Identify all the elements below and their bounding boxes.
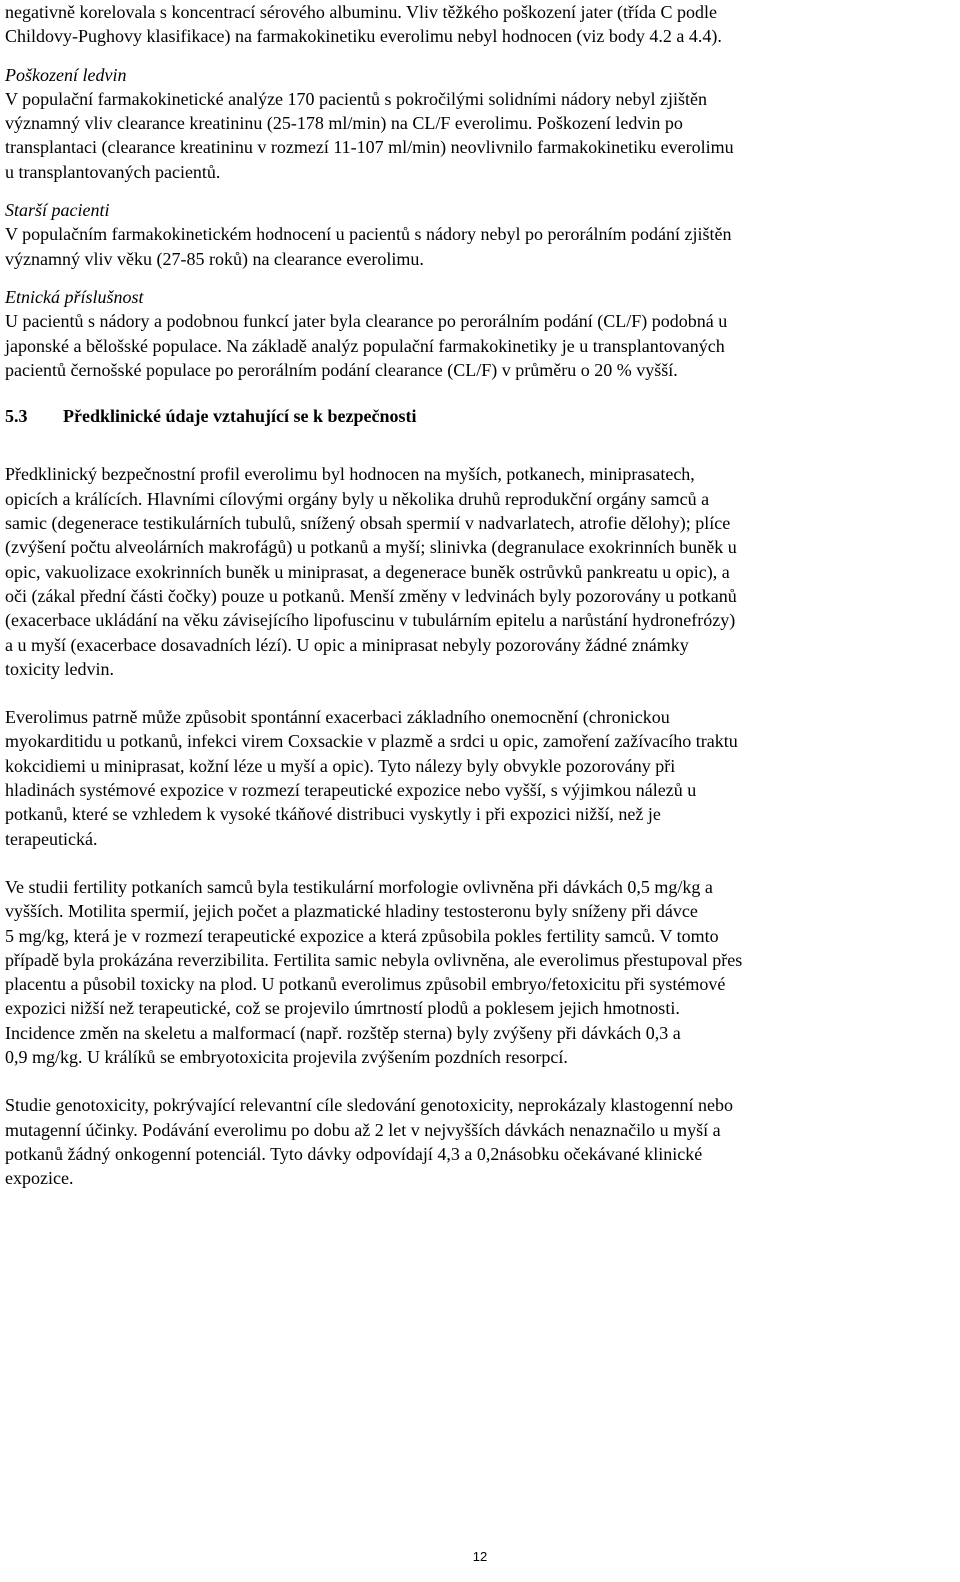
text-line: Předklinický bezpečnostní profil everolimu byl hodnocen na myších, potkanech, miniprasatech, — [5, 464, 695, 485]
text-line: opic, vakuolizace exokrinních buněk u miniprasat, a degenerace buněk ostrůvků pankreatu u opic), a — [5, 561, 730, 582]
text-line: expozici nižší než terapeutické, což se projevilo úmrtností plodů a poklesem jejich hmotnosti. — [5, 998, 680, 1019]
text-line: hladinách systémové expozice v rozmezí terapeutické expozice nebo vyšší, s výjimkou nálezů u — [5, 780, 697, 801]
text-line: potkanů, které se vzhledem k vysoké tkáňové distribuci vyskytly i při expozici nižší, než je — [5, 804, 661, 825]
text-line: placentu a působil toxicky na plod. U potkanů everolimus způsobil embryo/fetoxicitu při systémové — [5, 974, 726, 995]
text-line: japonské a bělošské populace. Na základě analýz populační farmakokinetiky je u transplantovaných — [5, 335, 725, 356]
text-line: U pacientů s nádory a podobnou funkcí jater byla clearance po perorálním podání (CL/F) podobná u — [5, 311, 728, 332]
text-line: významný vliv clearance kreatininu (25-178 ml/min) na CL/F everolimu. Poškození ledvin po — [5, 113, 683, 134]
text-line: Ve studii fertility potkaních samců byla testikulární morfologie ovlivněna při dávkách 0,5 mg/kg a — [5, 876, 713, 897]
text-line: případě byla prokázána reverzibilita. Fertilita samic nebyla ovlivněna, ale everolimus přestupoval přes — [5, 949, 743, 970]
text-line: 0,9 mg/kg. U králíků se embryotoxicita projevila zvýšením pozdních resorpcí. — [5, 1046, 568, 1067]
text-line: negativně korelovala s koncentrací sérového albuminu. Vliv těžkého poškození jater (třída C podle — [5, 2, 717, 22]
subheading-elderly-patients: Starší pacienti — [5, 200, 110, 221]
text-line: a u myší (exacerbace dosavadních lézí). U opic a miniprasat nebyly pozorovány žádné známky — [5, 634, 689, 655]
intro-paragraph — [5, 0, 955, 49]
text-line: vyšších. Motilita spermií, jejich počet a plazmatické hladiny testosteronu byly sníženy při dávce — [5, 901, 698, 922]
text-line: 5 mg/kg, která je v rozmezí terapeutické expozice a která způsobila pokles fertility samců. V tomto — [5, 925, 719, 946]
preclinical-paragraph-2 — [5, 705, 955, 851]
text-line: V populační farmakokinetické analýze 170 pacientů s pokročilými solidními nádory nebyl zjištěn — [5, 88, 707, 109]
subheading-renal-impairment: Poškození ledvin — [5, 64, 127, 85]
section-heading — [5, 404, 955, 428]
text-line: samic (degenerace testikulárních tubulů, snížený obsah spermií v nadvarlatech, atrofie dělohy); plíce — [5, 513, 731, 534]
text-line: oči (zákal přední části čočky) pouze u potkanů. Menší změny v ledvinách byly pozorovány u potkanů — [5, 585, 737, 606]
text-line: V populačním farmakokinetickém hodnocení u pacientů s nádory nebyl po perorálním podání zjištěn — [5, 224, 732, 245]
preclinical-paragraph-4 — [5, 1093, 955, 1190]
text-line: (zvýšení počtu alveolárních makrofágů) u potkanů a myší; slinivka (degranulace exokrinních buněk u — [5, 537, 737, 558]
text-line: opicích a králících. Hlavními cílovými orgány byly u několika druhů reprodukční orgány samců a — [5, 488, 710, 509]
text-line: pacientů černošské populace po perorálním podání clearance (CL/F) v průměru o 20 % vyšší. — [5, 359, 678, 380]
text-line: Incidence změn na skeletu a malformací (např. rozštěp sterna) byly zvýšeny při dávkách 0,3 a — [5, 1022, 681, 1043]
text-line: významný vliv věku (27-85 roků) na clearance everolimu. — [5, 248, 424, 269]
text-line: (exacerbace ukládání na věku závisejícího lipofuscinu v tubulárním epitelu a narůstání hydronefrózy) — [5, 610, 736, 631]
text-line: mutagenní účinky. Podávání everolimu po dobu až 2 let v nejvyšších dávkách nenaznačilo u myší a — [5, 1119, 721, 1140]
section-title: Předklinické údaje vztahující se k bezpečnosti — [63, 406, 417, 427]
preclinical-paragraph-3 — [5, 875, 955, 1069]
text-line: transplantaci (clearance kreatininu v rozmezí 11-107 ml/min) neovlivnilo farmakokinetiku everolimu — [5, 137, 734, 158]
section-number: 5.3 — [5, 406, 28, 427]
preclinical-paragraph-1 — [5, 462, 955, 681]
text-line: toxicity ledvin. — [5, 658, 114, 679]
text-line: u transplantovaných pacientů. — [5, 161, 221, 182]
text-line: Everolimus patrně může způsobit spontánní exacerbaci základního onemocnění (chronickou — [5, 707, 670, 728]
text-line: myokarditidu u potkanů, infekci virem Coxsackie v plazmě a srdci u opic, zamoření zažívacího traktu — [5, 731, 738, 752]
page-number: 12 — [472, 1549, 488, 1564]
ethnicity-section — [5, 285, 955, 382]
text-line: kokcidiemi u miniprasat, kožní léze u myší a opic). Tyto nálezy byly obvykle pozorovány při — [5, 755, 676, 776]
text-line: Studie genotoxicity, pokrývající relevantní cíle sledování genotoxicity, neprokázaly klastogenní nebo — [5, 1095, 733, 1116]
text-line: expozice. — [5, 1168, 74, 1189]
document-page — [5, 0, 955, 1190]
text-line: Childovy-Pughovy klasifikace) na farmakokinetiku everolimu nebyl hodnocen (viz body 4.2 a 4.4). — [5, 26, 722, 47]
text-line: potkanů žádný onkogenní potenciál. Tyto dávky odpovídají 4,3 a 0,2násobku očekávané klinické — [5, 1143, 703, 1164]
renal-impairment-section — [5, 63, 955, 184]
text-line: terapeutická. — [5, 828, 98, 849]
subheading-ethnicity: Etnická příslušnost — [5, 286, 144, 307]
elderly-patients-section — [5, 198, 955, 271]
